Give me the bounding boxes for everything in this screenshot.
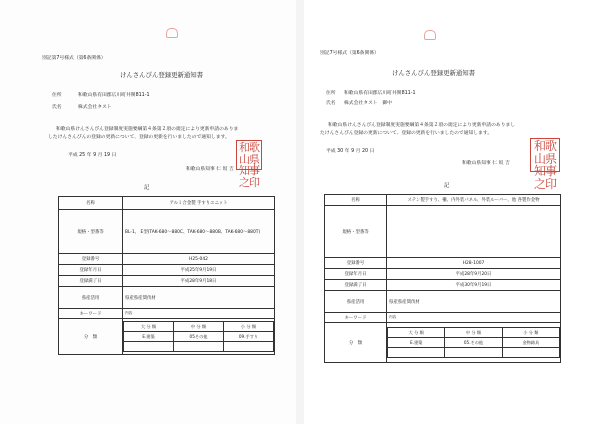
name-label: 氏名 [326, 101, 336, 106]
keyword-row-value: 内容 [123, 309, 275, 319]
spot-row-value: 県産県産間伐材 [123, 287, 275, 309]
name-label: 氏名 [52, 105, 62, 110]
top-binding-mark-icon [424, 30, 436, 40]
address-value: 和歌山県有田郡広川町井関811-1 [78, 93, 150, 98]
name-value: 株式会社タスト 御中 [344, 101, 392, 106]
name-row-label: 名称 [325, 195, 387, 206]
issue-date: 平成 25 年 9 月 19 日 [68, 153, 117, 158]
class-row-label: 分 類 [325, 323, 387, 363]
class-row-label: 分 類 [59, 319, 123, 355]
regno-row-value: H25-042 [123, 254, 275, 265]
class-grid-cell [123, 319, 275, 355]
class-value-large: E.建築 [388, 338, 445, 348]
registration-table [324, 194, 561, 363]
class-value-small: 金物鋳具 [502, 338, 559, 348]
spec-row-value [387, 206, 561, 258]
spec-row-label: 規格・型番等 [325, 206, 387, 258]
top-binding-mark-icon [166, 28, 178, 38]
class-empty-cell [445, 348, 502, 358]
name-value: 株式会社タスト [78, 105, 112, 110]
document-title: けんさんぴん登録更新通知書 [120, 71, 204, 79]
form-number: 別記第7号様式（第6条関係） [42, 56, 106, 61]
class-header-medium: 中 分 類 [445, 328, 502, 338]
ki-heading: 記 [444, 183, 450, 189]
official-seal-stamp: 和歌山県知事之印 [236, 140, 262, 170]
class-empty-cell [174, 342, 224, 352]
class-empty-cell [224, 342, 274, 352]
regdate-row-label: 登録年月日 [325, 269, 387, 280]
keyword-row-label: キーワード [325, 313, 387, 323]
spec-row-label: 規格・型番等 [59, 210, 123, 254]
spot-row-label: 県産活用 [325, 291, 387, 313]
left-document-page [0, 0, 296, 424]
class-value-small: 09.手すり [224, 332, 274, 342]
expiry-row-label: 登録満了日 [325, 280, 387, 291]
body-text-line-2: したけんさんぴんの登録の更新について、登録の更新を行いましたので通知します。 [48, 135, 230, 140]
class-value-medium: 05.その他 [445, 338, 502, 348]
class-header-medium: 中 分 類 [174, 322, 224, 332]
address-label: 住所 [326, 91, 336, 96]
class-value-large: E.建築 [124, 332, 174, 342]
classification-grid [123, 321, 274, 352]
regdate-row-value: 平成28年9月20日 [387, 269, 561, 280]
spec-row-value: BL-1、 E型(TAK-680～880C、TAK-680～880B、TAK-680～880T) [123, 210, 275, 254]
form-number: 別記7号様式（第6条関係） [320, 51, 379, 56]
keyword-row-value: 内容 [387, 313, 561, 323]
page-gutter [296, 0, 304, 424]
issue-date: 平成 30 年 9 月 20 日 [326, 149, 375, 154]
ki-heading: 記 [144, 185, 150, 191]
right-document-page [304, 0, 600, 424]
issuer-name: 和歌山県知事 仁 坂 吉 [186, 167, 234, 172]
regdate-row-label: 登録年月日 [59, 265, 123, 276]
spot-row-label: 県産活用 [59, 287, 123, 309]
regno-row-label: 登録番号 [59, 254, 123, 265]
class-empty-cell [124, 342, 174, 352]
address-label: 住所 [52, 93, 62, 98]
class-header-large: 大 分 類 [124, 322, 174, 332]
class-empty-cell [502, 348, 559, 358]
body-text-line-2: たけんさんぴん登録の更新について、登録の更新を行いましたので通知します。 [320, 131, 493, 136]
class-header-small: 小 分 類 [502, 328, 559, 338]
name-row-value: ステン製手すり、柵、内外装パネル、外装ルーバー、他 各製作金物 [387, 195, 561, 206]
expiry-row-value: 平成30年9月19日 [387, 280, 561, 291]
issuer-name: 和歌山県知事 仁 坂 吉 [462, 161, 510, 166]
regno-row-value: H28-1007 [387, 258, 561, 269]
class-header-small: 小 分 類 [224, 322, 274, 332]
body-text-line-1: 和歌山県けんさんぴん登録制度実施要綱第４条第２項の規定により更新申請のありまし [328, 123, 516, 128]
document-title: けんさんぴん登録更新通知書 [392, 69, 476, 77]
address-value: 和歌山県有田郡広川町井関811-1 [344, 91, 416, 96]
body-text-line-1: 和歌山県けんさんぴん登録制度実施要綱第４条第２項の規定により更新申請のありま [56, 127, 239, 132]
classification-grid [387, 327, 560, 358]
class-header-large: 大 分 類 [388, 328, 445, 338]
official-seal-stamp: 和歌山県知事之印 [530, 138, 560, 172]
expiry-row-label: 登録満了日 [59, 276, 123, 287]
class-value-medium: 05その他 [174, 332, 224, 342]
name-row-value: アルミ合金製 手すりユニット [123, 197, 275, 210]
expiry-row-value: 平成28年9月18日 [123, 276, 275, 287]
spot-row-value: 県産県産間伐材 [387, 291, 561, 313]
regdate-row-value: 平成25年9月19日 [123, 265, 275, 276]
keyword-row-label: キーワード [59, 309, 123, 319]
class-grid-cell [387, 323, 561, 363]
name-row-label: 名称 [59, 197, 123, 210]
class-empty-cell [388, 348, 445, 358]
regno-row-label: 登録番号 [325, 258, 387, 269]
registration-table [58, 196, 275, 355]
